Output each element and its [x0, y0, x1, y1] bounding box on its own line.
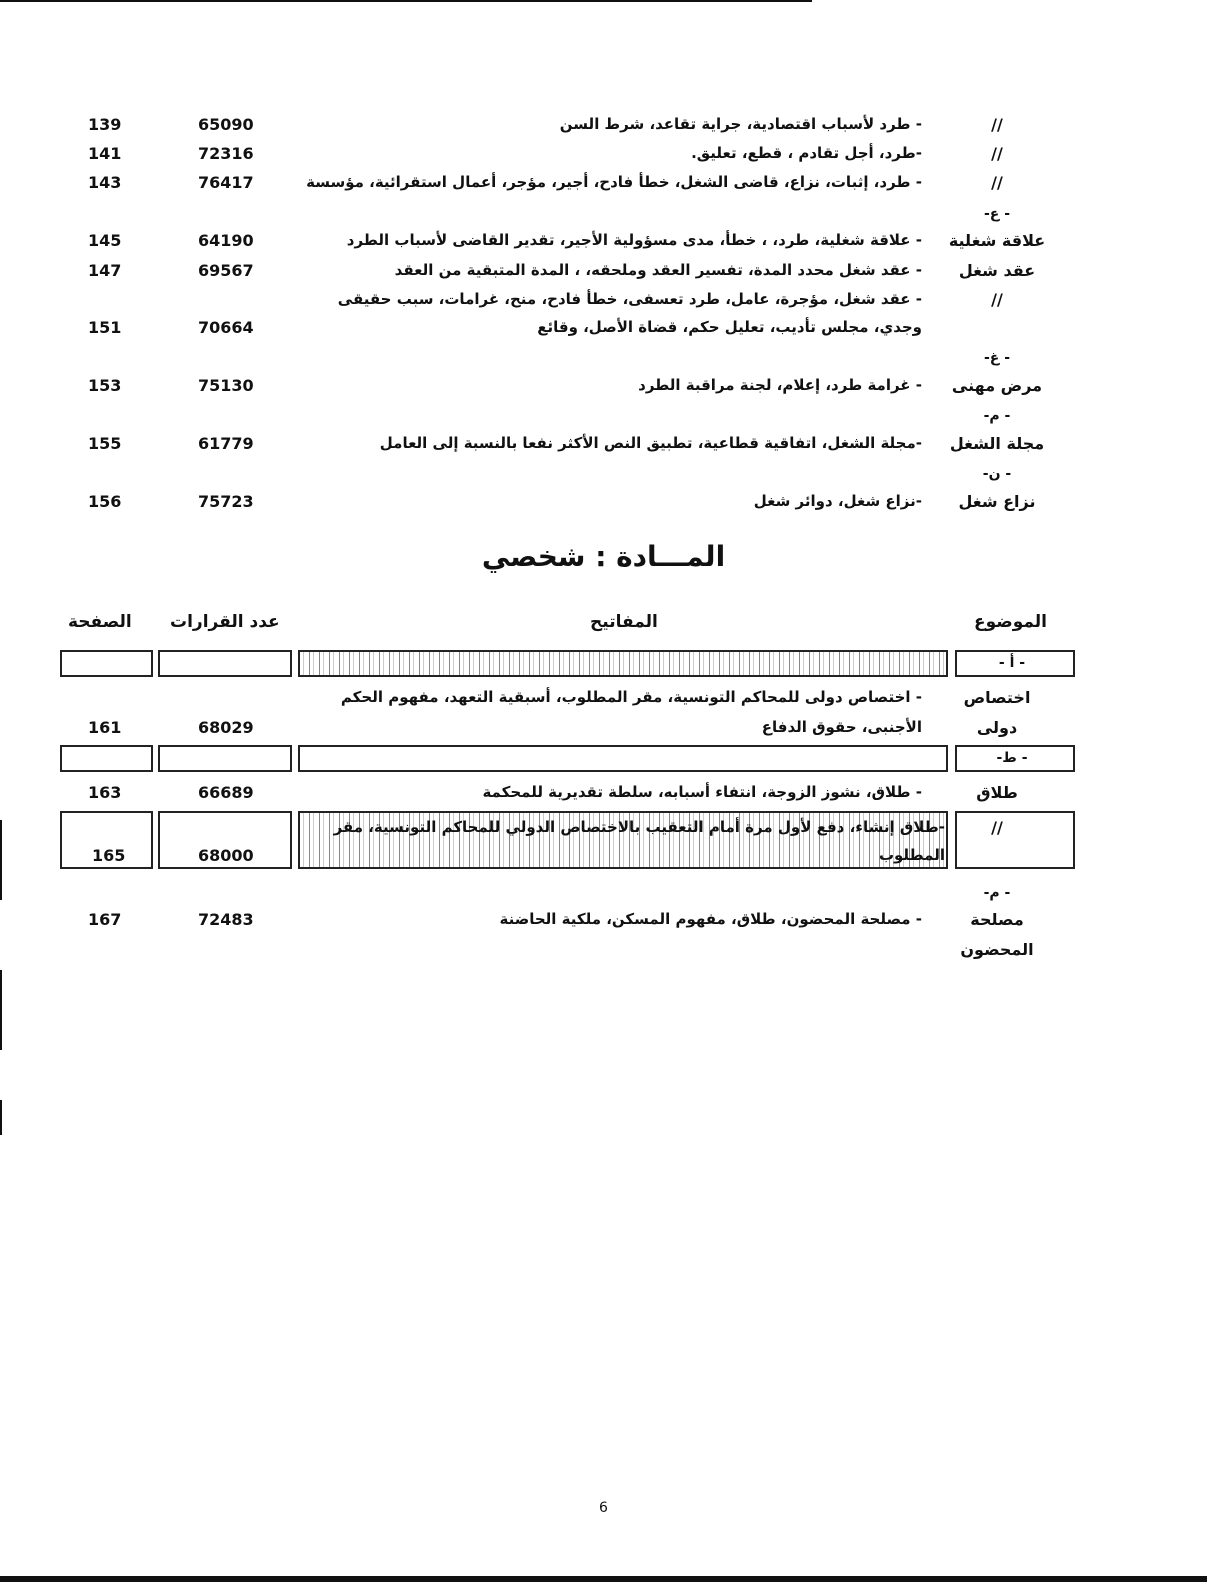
- decision-count: 68000: [198, 846, 254, 865]
- page-ref: 163: [88, 783, 122, 802]
- keywords: - عقد شغل، مؤجرة، عامل، طرد تعسفى، خطأ فادح، منح، غرامات، سبب حقيقى: [337, 290, 922, 308]
- page-ref: 156: [88, 492, 122, 511]
- decision-count: 69567: [198, 261, 254, 280]
- keywords: - مصلحة المحضون، طلاق، مفهوم المسكن، ملكية الحاضنة: [499, 910, 922, 928]
- decision-count: 75723: [198, 492, 254, 511]
- page-number: 6: [599, 1500, 608, 1516]
- table-row: [0, 290, 1207, 350]
- keywords-cell-box: [298, 650, 948, 677]
- topic: //: [991, 818, 1003, 837]
- count-cell-box: [158, 745, 292, 772]
- decision-count: 72316: [198, 144, 254, 163]
- topic: علاقة شغلية: [948, 231, 1046, 250]
- letter-divider: - ن-: [982, 466, 1012, 482]
- section-title: المـــادة : شخصي: [481, 540, 726, 573]
- decision-count: 75130: [198, 376, 254, 395]
- letter-divider: - م-: [983, 885, 1011, 901]
- keywords: -طلاق إنشاء، دفع لأول مرة أمام التعقيب بالاختصاص الدولي للمحاكم التونسية، مقر: [333, 818, 945, 836]
- topic: //: [991, 173, 1003, 192]
- decision-count: 68029: [198, 718, 254, 737]
- top-rule: [0, 0, 812, 2]
- letter-divider: - أ -: [998, 655, 1026, 671]
- topic: مرض مهنى: [951, 376, 1043, 395]
- scan-margin-mark: [0, 1100, 2, 1135]
- keywords-continued: المطلوب: [878, 846, 945, 864]
- keywords: - علاقة شغلية، طرد، ، خطأ، مدى مسؤولية الأجير، تقدير القاضى لأسباب الطرد: [346, 231, 922, 249]
- table-row: [0, 910, 1207, 970]
- page-cell-box: [60, 650, 153, 677]
- table-row: [0, 376, 1207, 406]
- table-row: [0, 688, 1207, 748]
- table-row: [0, 231, 1207, 261]
- keywords: - عقد شغل محدد المدة، تفسير العقد وملحقه، ، المدة المتبقية من العقد: [394, 261, 922, 279]
- letter-divider: - ع-: [983, 206, 1011, 222]
- table-row: [0, 173, 1207, 203]
- keywords: - طرد، إثبات، نزاع، قاضى الشغل، خطأ فادح، أجير، مؤجر، أعمال استقرائية، مؤسسة: [306, 173, 922, 191]
- letter-divider: - ط-: [996, 750, 1028, 766]
- page-ref: 161: [88, 718, 122, 737]
- table-row: [0, 144, 1207, 174]
- topic: طلاق: [976, 783, 1018, 802]
- keywords: - اختصاص دولى للمحاكم التونسية، مقر المطلوب، أسبقية التعهد، مفهوم الحكم: [340, 688, 922, 706]
- table-row: [0, 818, 1207, 868]
- keywords: - طلاق، نشوز الزوجة، انتفاء أسبابه، سلطة تقديرية للمحكمة: [482, 783, 922, 801]
- topic: //: [991, 115, 1003, 134]
- page-ref: 155: [88, 434, 122, 453]
- page-ref: 145: [88, 231, 122, 250]
- topic: مجلة الشغل: [949, 434, 1045, 453]
- page-ref: 151: [88, 318, 122, 337]
- page-ref: 167: [88, 910, 122, 929]
- page-ref: 147: [88, 261, 122, 280]
- decision-count: 72483: [198, 910, 254, 929]
- header-keywords: المفاتيح: [590, 612, 658, 632]
- topic: //: [991, 144, 1003, 163]
- table-row: [0, 492, 1207, 522]
- keywords: -مجلة الشغل، اتفاقية قطاعية، تطبيق النص الأكثر نفعا بالنسبة إلى العامل: [379, 434, 922, 452]
- decision-count: 66689: [198, 783, 254, 802]
- keywords: -نزاع شغل، دوائر شغل: [753, 492, 922, 510]
- scan-margin-mark: [0, 970, 2, 1050]
- bottom-rule: [0, 1576, 1207, 1582]
- decision-count: 64190: [198, 231, 254, 250]
- topic-continued: دولى: [976, 718, 1018, 737]
- page-ref: 143: [88, 173, 122, 192]
- keywords-continued: وجدي، مجلس تأديب، تعليل حكم، قضاة الأصل، وقائع: [537, 318, 922, 336]
- page-cell-box: [60, 745, 153, 772]
- decision-count: 65090: [198, 115, 254, 134]
- keywords-continued: الأجنبى، حقوق الدفاع: [761, 718, 922, 736]
- keywords: - غرامة طرد، إعلام، لجنة مراقبة الطرد: [638, 376, 922, 394]
- decision-count: 76417: [198, 173, 254, 192]
- page-ref: 141: [88, 144, 122, 163]
- page-ref: 153: [88, 376, 122, 395]
- letter-divider: - غ-: [983, 350, 1011, 366]
- table-row: [0, 434, 1207, 464]
- table-row: [0, 115, 1207, 145]
- topic: //: [991, 290, 1003, 309]
- header-topic: الموضوع: [974, 612, 1047, 632]
- header-count: عدد القرارات: [170, 612, 280, 632]
- decision-count: 70664: [198, 318, 254, 337]
- page-ref: 139: [88, 115, 122, 134]
- topic: نزاع شغل: [958, 492, 1036, 511]
- table-row: [0, 783, 1207, 813]
- header-page: الصفحة: [68, 612, 132, 632]
- topic-continued: المحضون: [960, 940, 1034, 959]
- keywords: -طرد، أجل تقادم ، قطع، تعليق.: [691, 144, 922, 162]
- keywords: - طرد لأسباب اقتصادية، جراية تقاعد، شرط السن: [559, 115, 922, 133]
- topic: اختصاص: [963, 688, 1031, 707]
- page-ref: 165: [92, 846, 126, 865]
- topic: مصلحة: [970, 910, 1024, 929]
- table-row: [0, 261, 1207, 291]
- letter-divider: - م-: [983, 408, 1011, 424]
- decision-count: 61779: [198, 434, 254, 453]
- keywords-cell-box: [298, 745, 948, 772]
- count-cell-box: [158, 650, 292, 677]
- topic: عقد شغل: [958, 261, 1036, 280]
